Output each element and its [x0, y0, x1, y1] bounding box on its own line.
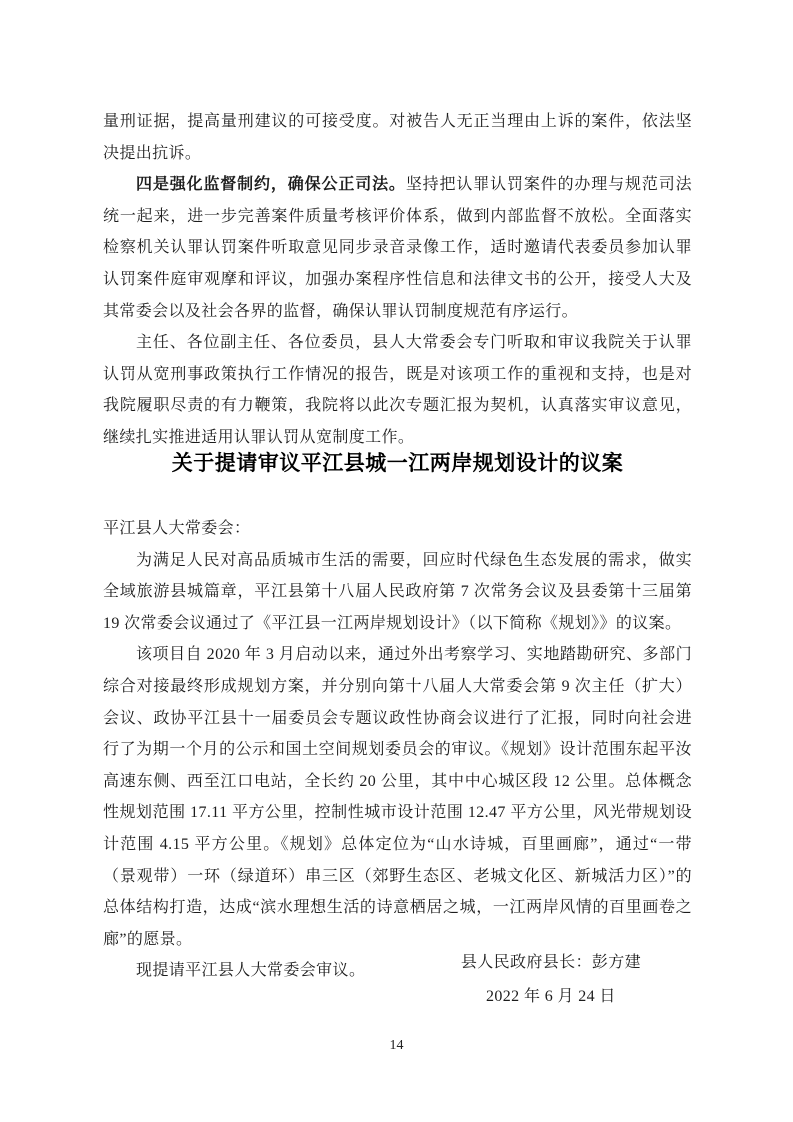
- page-number: 14: [389, 1038, 404, 1053]
- proposal-title: 关于提请审议平江县城一江两岸规划设计的议案: [171, 452, 624, 475]
- signature-block: [461, 946, 641, 1013]
- report-continuation-section: [103, 106, 692, 454]
- proposal-paragraph-background: 为满足人民对高品质城市生活的需要，回应时代绿色生态发展的需求，做实全域旅游县城篇章，平江县第十八届人民政府第 7 次常务会议及县委第十三届第 19 次常委会议通过了《平江县一江两岸规划设计》（以下简称《规划》》的议案。: [103, 551, 692, 632]
- paragraph-body-text: 坚持把认罪认罚案件的办理与规范司法统一起来，进一步完善案件质量考核评价体系，做到内部监督不放松。全面落实检察机关认罪认罚案件听取意见同步录音录像工作，适时邀请代表委员参加认罪认罚案件庭审观摩和评议，加强办案程序性信息和法律文书的公开，接受人大及其常委会以及社会各界的监督，确保认罪认罚制度规范有序运行。: [103, 176, 692, 320]
- proposal-paragraph-request: 现提请平江县人大常委会审议。: [136, 962, 366, 980]
- proposal-body-section: [103, 513, 692, 987]
- report-paragraph-closing: 主任、各位副主任、各位委员，县人大常委会专门听取和审议我院关于认罪认罚从宽刑事政策执行工作情况的报告，既是对该项工作的重视和支持，也是对我院履职尽责的有力鞭策，我院将以此次专题汇报为契机，认真落实审议意见，继续扎实推进适用认罪认罚从宽制度工作。: [103, 334, 692, 446]
- proposal-salutation: 平江县人大常委会：: [103, 520, 251, 537]
- proposal-paragraph-plan-details: 该项目自 2020 年 3 月启动以来，通过外出考察学习、实地踏勘研究、多部门综合对接最终形成规划方案，并分别向第十八届人大常委会第 9 次主任（扩大）会议、政协平江县十一届委员会专题议政性协商会议进行了汇报，同时向社会进行了为期一个月的公示和国土空间规划委员会的审议。《规划》设计范围东起平汝高速东侧、西至江口电站，全长约 20 公里，其中中心城区段 12 公里。总体概念性规划范围 17.11 平方公里，控制性城市设计范围 12.47 平方公里，风光带规划设计范围 4.15 平方公里。《规划》总体定位为“山水诗城，百里画廊”，通过“一带（景观带）一环（绿道环）串三区（郊野生态区、老城文化区、新城活力区）”的总体结构打造，达成“滨水理想生活的诗意栖居之城，一江两岸风情的百里画卷之廊”的愿景。: [103, 646, 692, 948]
- signature-date: 2022 年 6 月 24 日: [486, 987, 616, 1005]
- report-paragraph-supervision: [103, 169, 692, 327]
- paragraph-bold-lead: 四是强化监督制约，确保公正司法。: [136, 176, 406, 194]
- report-paragraph-appeal: 量刑证据，提高量刑建议的可接受度。对被告人无正当理由上诉的案件，依法坚决提出抗诉。: [103, 113, 692, 162]
- signature-line: 县人民政府县长：彭方建: [460, 954, 641, 971]
